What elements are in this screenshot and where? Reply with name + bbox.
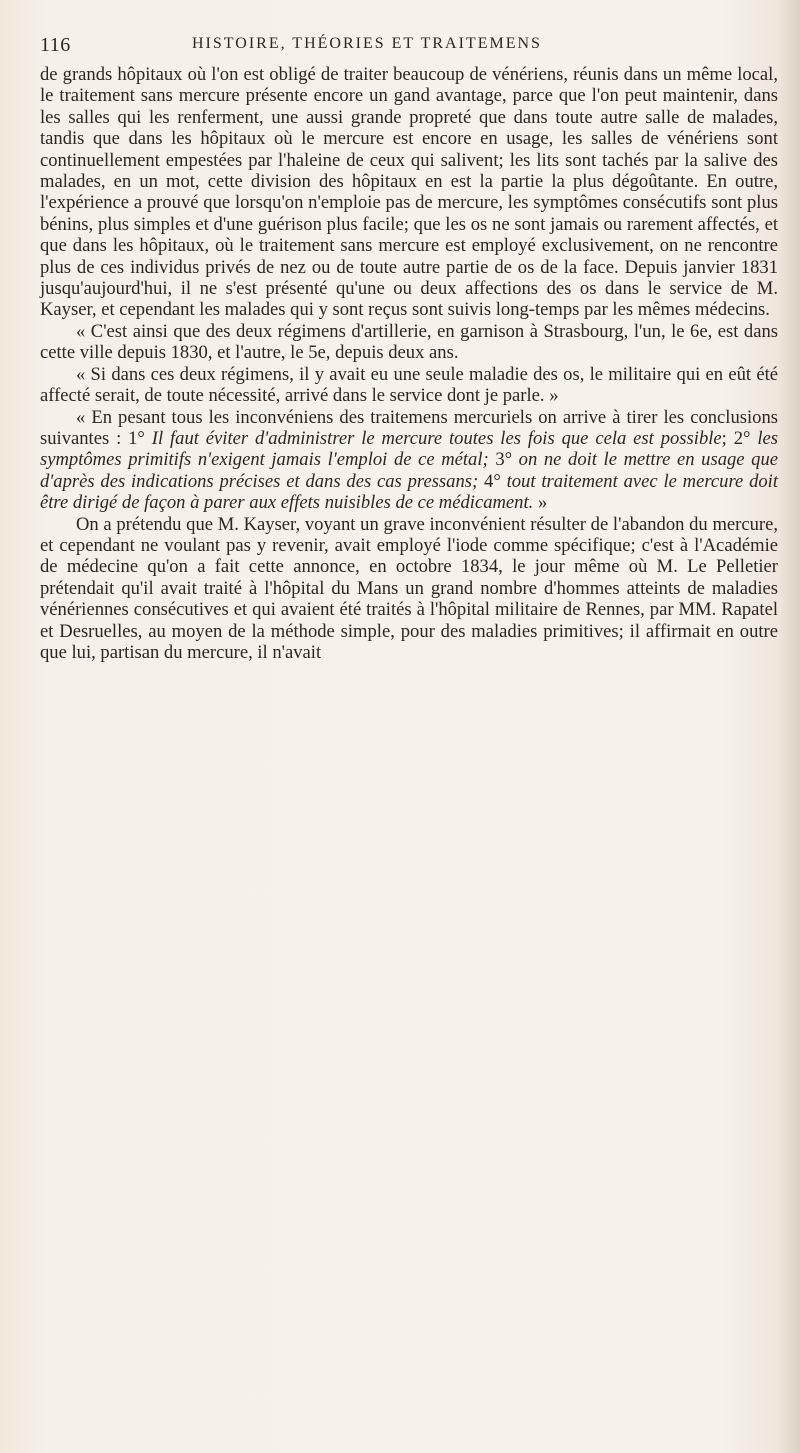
conclusions-sep-3: 4° <box>478 470 507 492</box>
conclusions-sep-2: 3° <box>488 449 519 471</box>
page-number: 116 <box>40 34 71 56</box>
conclusion-2: les symptômes primitifs n'exigent jamais l'emploi de ce métal; <box>40 427 778 471</box>
conclusions-sep-1: ; 2° <box>721 427 758 449</box>
conclusions-lead: « En pesant tous les inconvéniens des traitemens mercuriels on arrive à tirer les conclusions suivantes : 1° <box>40 406 778 449</box>
conclusion-4: tout traitement avec le mercure doit être dirigé de façon à parer aux effets nuisibles de ce médicament. <box>40 470 778 514</box>
paragraph-3: « Si dans ces deux régimens, il y avait eu une seule maladie des os, le militaire qui en eût été affecté serait, de toute nécessité, arrivé dans le service dont je parle. » <box>40 363 778 407</box>
conclusions-tail: » <box>533 492 548 514</box>
running-header <box>40 34 770 64</box>
page-edge-shadow <box>778 0 800 1453</box>
paragraph-5: On a prétendu que M. Kayser, voyant un grave inconvénient résulter de l'abandon du mercure, et cependant ne voulant pas y revenir, avait employé l'iode comme spécifique; c'est à l'Académie de médecine qu'on a fait cette annonce, en octobre 1834, le jour même où M. Le Pelletier prétendait qu'il avait traité à l'hôpital du Mans un grand nombre d'hommes atteints de maladies vénériennes consécutives et qui avaient été traités à l'hôpital militaire de Rennes, par MM. Rapatel et Desruelles, au moyen de la méthode simple, pour des maladies primitives; il affirmait en outre que lui, partisan du mercure, il n'avait <box>40 513 778 663</box>
conclusion-1: Il faut éviter d'administrer le mercure toutes les fois que cela est possible <box>151 427 722 449</box>
conclusion-3: on ne doit le mettre en usage que d'après des indications précises et dans des cas pressans; <box>40 449 778 492</box>
paragraph-2: « C'est ainsi que des deux régimens d'artillerie, en garnison à Strasbourg, l'un, le 6e, est dans cette ville depuis 1830, et l'autre, le 5e, depuis deux ans. <box>40 320 778 364</box>
paragraph-4-conclusions <box>40 407 778 514</box>
body-text <box>40 64 778 663</box>
paragraph-1: de grands hôpitaux où l'on est obligé de traiter beaucoup de vénériens, réunis dans un même local, le traitement sans mercure présente encore un gand avantage, parce que l'on peut maintenir, dans les salles qui les renferment, une aussi grande propreté que dans toute autre salle de malades, tandis que dans les hôpitaux où le mercure est encore en usage, les salles de vénériens sont continuellement empestées par l'haleine de ceux qui salivent; les lits sont tachés par la salive des malades, en un mot, cette division des hôpitaux en est la partie la plus dégoûtante. En outre, l'expérience a prouvé que lorsqu'on n'emploie pas de mercure, les symptômes consécutifs sont plus bénins, plus simples et d'une guérison plus facile; que les os ne sont jamais ou rarement affectés, et que dans les hôpitaux, où le traitement sans mercure est employé exclusivement, on ne rencontre plus de ces individus privés de nez ou de toute autre partie de os de la face. Depuis janvier 1831 jusqu'aujourd'hui, il ne s'est présenté qu'une ou deux affections des os dans le service de M. Kayser, et cependant les malades qui y sont reçus sont suivis long-temps par les mêmes médecins. <box>40 64 778 321</box>
running-title: HISTOIRE, THÉORIES ET TRAITEMENS <box>192 35 542 52</box>
